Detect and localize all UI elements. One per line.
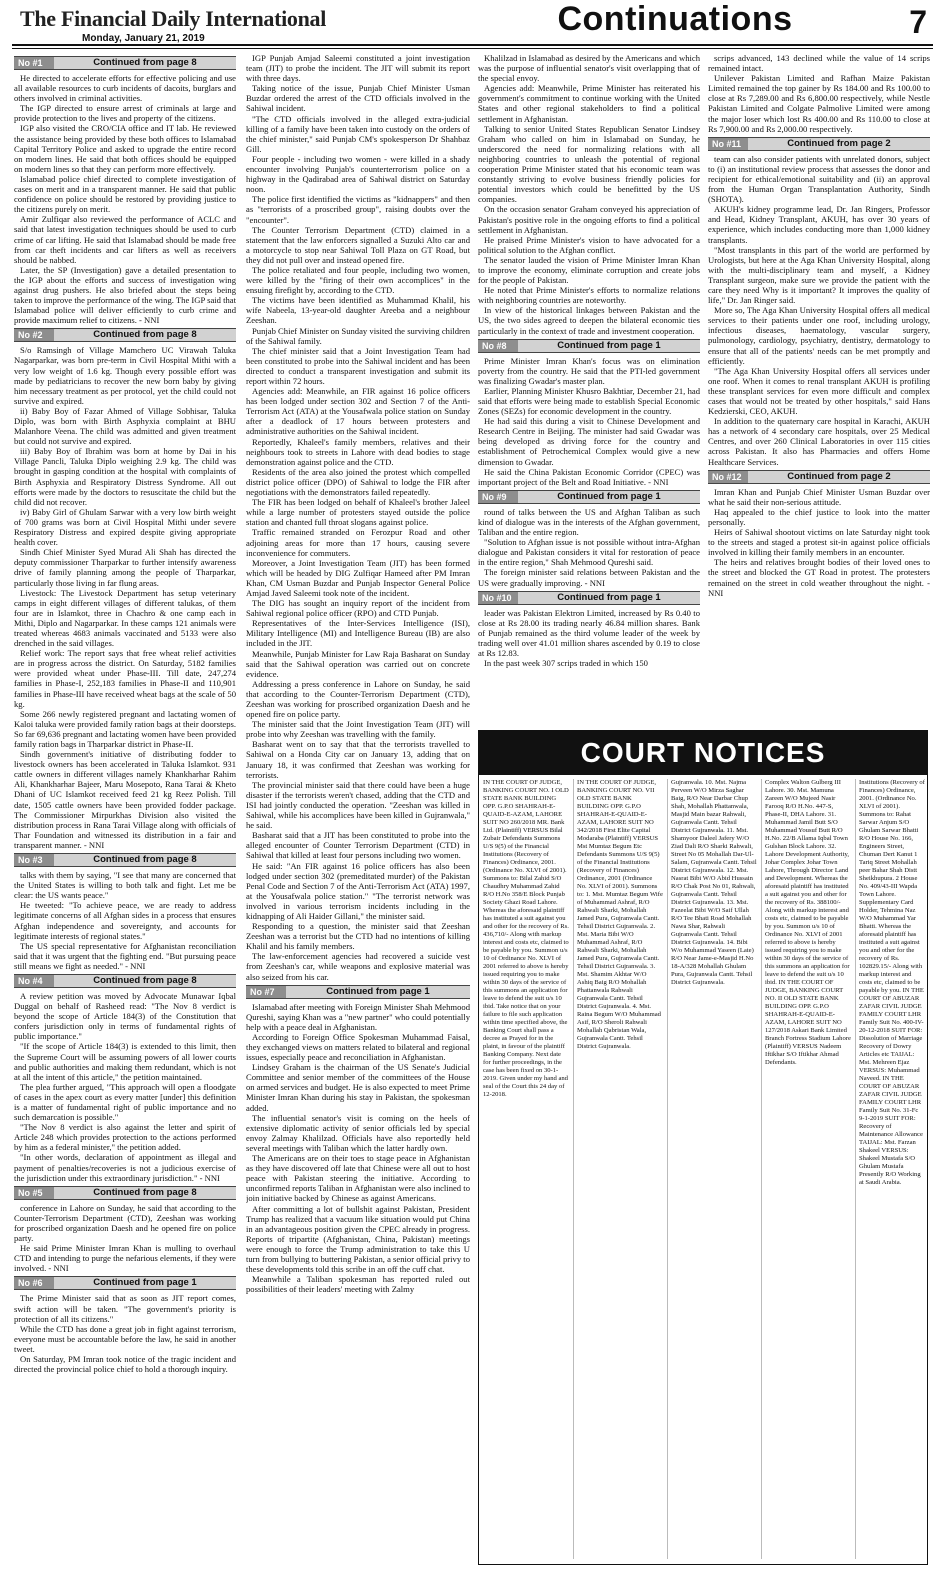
article-paragraph: He said Prime Minister Imran Khan is mulling to overhaul CTD and intending to purge the nefarious elements, if they were involved. - NNI: [14, 1243, 236, 1274]
article-paragraph: "Solution to Afghan issue is not possible without intra-Afghan dialogue and Pakistan considers it vital for restoration of peace in the entire region," Shah Mehmood Qureshi said.: [478, 537, 700, 568]
article-column-2: [246, 53, 470, 1568]
article-paragraph: Prime Minister Imran Khan's focus was on elimination poverty from the country. He said that the PTI-led government was finalizing Gwadar's master plan.: [478, 355, 700, 386]
article-paragraph: The US special representative for Afghanistan reconciliation said that it was urgent that the fighting end. "But pursuing peace still means we fight as needed." - NNI: [14, 940, 236, 971]
article-paragraph: AKUH's kidney programme lead, Dr. Jan Ringers, Professor and Head, Kidney Transplant, AKUH, has over 30 years of experience, which includes conducting more than 1,000 kidney transplants.: [708, 204, 930, 245]
article-paragraph: IGP also visited the CRO/CIA office and IT lab. He reviewed the assistance being provided by these both offices to Islamabad Capital Territory Police and asked to upgrade the entire record on modern lines. He said that both offices should be equipped on modern lines so that they can perform more effectively.: [14, 123, 236, 174]
continuation-number: No #9: [478, 491, 518, 503]
article-paragraph: Meanwhile, Punjab Minister for Law Raja Basharat on Sunday said that the Sahiwal operation was carried out on concrete evidence.: [246, 648, 470, 679]
article-paragraph: He noted that Prime Minister's efforts to normalize relations with neighboring countries are noteworthy.: [478, 285, 700, 306]
article-paragraph: S/o Ramsingh of Village Mamchero UC Virawah Taluka Nagarparkar, was born pre-term in Civil Hospital Mithi with a very low weight of 1.6 kg. Though every possible effort was made by pediatricians to recover the new born baby by giving him necessary treatment as per protocol, yet the child could not survive and expired.: [14, 345, 236, 406]
article-paragraph: The chief minister said that a Joint Investigation Team had been constituted to probe into the Sahiwal incident and has been directed to conduct a transparent investigation and submit its report within 72 hours.: [246, 345, 470, 386]
article-paragraph: The law-enforcement agencies had recovered a suicide vest from Zeeshan's car, while weapons and explosive material was also seized from his car.: [246, 951, 470, 982]
continuation-source: Continued from page 1: [326, 985, 430, 997]
article-paragraph: Representatives of the Inter-Services Intelligence (ISI), Military Intelligence (MI) and Intelligence Bureau (IB) are also included in the JIT.: [246, 618, 470, 649]
continuation-number: No #1: [14, 57, 54, 69]
continuation-header: [14, 1186, 236, 1200]
court-notice-text: IN THE COURT OF JUDGE, BANKING COURT NO. I OLD STATE BANK BUILDING OPP. G.P.O SHAHRAH-E-QUAID-E-AZAM, LAHORE SUIT NO 260/2018 MR. Bank Ltd. (Plaintiff) VERSUS Bilal Zubair Defendants Summons U/S 9(5) of the Financial Institutions (Recovery of Finances) Ordinance, 2001. (Ordinance No. XLVI of 2001). Summons to: Bilal Zahid S/O Chaudhry Muhammad Zahid R/O H.No 358/E Block Punjab Society Ghazi Road Lahore. Whereas the aforesaid plaintiff has instituted a suit against you and other for the recovery of Rs. 436,710/- Along with markup interest and costs etc, claimed to be payable by you. Summon u/s 10 of Ordinance No. XLVI of 2001 referred to above is hereby issued requiring you to make within 30 days of the service of this summons an application for leave to defend the suit u/s 10 ibid. Take notice that on your failure to file such application within time specified above, the Banking Court shall pass a decree as Prayed for in the plaint, in favour of the plaintiff Banking Company. Next date for further proceedings, in the case has been fixed on 30-1-2019. Given under my hand and seal of the Court this 24 day of 12-2018.: [483, 779, 569, 1098]
article-paragraph: "The Nov 8 verdict is also against the letter and spirit of Article 248 which provides protection to the actions performed by him as a federal minister," the petition added.: [14, 1122, 236, 1153]
article-paragraph: leader was Pakistan Elektron Limited, increased by Rs 0.40 to close at Rs 28.00 its trading nearly 46.84 million shares. Bank of Punjab remained as the third volume leader of the week by trading well over 41.01 million shares ascended by 0.19 to close at Rs 12.83.: [478, 607, 700, 658]
article-paragraph: conference in Lahore on Sunday, he said that according to the Counter-Terrorism Department (CTD), Zeeshan was working for proscribed organization Daesh and he opened fire on police party.: [14, 1202, 236, 1244]
court-notice-column: [765, 779, 851, 1561]
article-paragraph: The police retaliated and four people, including two women, were killed by the "firing of their own accomplices" in the ensuing firefight by, according to the CTD.: [246, 264, 470, 296]
article-paragraph: While the CTD has done a great job in fight against terrorism, everyone must be accountable before the law, he said in another tweet.: [14, 1323, 236, 1354]
court-notice-text: Gujranwala. 10. Mst. Najma Perveen W/O Mirza Saghar Baig, R/O Near Darbar Chup Shah, Mohallah Phattanwala, Masjid Main bazar Rahwali, Gujranwala Cantt. Tehsil District Gujranwala. 11. Mst. Shamyoor Daleel Jafery W/O Ziad Dali R/O Sharki Rahwali, Street No 05 Mohallah Dar-Ul-Salam, Gujranwala Cantt. Tehsil District Gujranwala. 12. Mst. Nasrat Bibi W/O Abid Hussain R/O Chak Post No 01, Rahwali, Gujranwala Cantt. Tehsil District Gujranwala. 13. Mst. Fazeelat Bibi W/O Saif Ullah R/O Tee Bhati Road Mohallah Nawa Shar, Rahwali Gujranwala Cantt. Tehsil District Gujranwala. 14. Bibi W/o Muhammad Yaseen (Late) R/O Near Jame-e-Masjid H.No 18-A/328 Mohallah Ghulam Pura, Gujranwala Cantt. Tehsil District Gujranwala.: [671, 779, 757, 986]
article-paragraph: He praised Prime Minister's vision to have advocated for a political solution to the Afghan conflict.: [478, 234, 700, 255]
article-paragraph: Talking to senior United States Republican Senator Lindsey Graham who called on him in Islamabad on Sunday, he underscored the need for normalizing relations with all neighboring countries to unleash the potential of regional cooperation Prime Minister stated that his economic team was constantly striving to evolve business friendly policies for potential investors which could be benefitted by the US companies.: [478, 123, 700, 205]
court-notices-box: [478, 730, 928, 1565]
article-paragraph: iv) Baby Girl of Ghulam Sarwar with a very low birth weight of 700 grams was born at Civil Hospital Mithi under severe Respiratory Distress and expired despite giving appropriate health cover.: [14, 506, 236, 548]
article-paragraph: Meanwhile a Taliban spokesman has reported ruled out possibilities of their leaders' meeting with Zalmy: [246, 1274, 470, 1295]
continuation-header: [478, 490, 700, 504]
article-paragraph: In the past week 307 scrips traded in which 150: [484, 658, 648, 669]
continuation-header: [14, 1276, 236, 1290]
article-paragraph: "The CTD officials involved in the alleged extra-judicial killing of a family have been taken into custody on the orders of the chief minister," said Punjab CM's spokesperson Dr Shahbaz Gill.: [246, 113, 470, 154]
article-paragraph: scrips advanced, 143 declined while the value of 14 scrips remained intact.: [708, 53, 930, 74]
article-paragraph: The provincial minister said that there could have been a huge disaster if the terrorists weren't chased, adding that the CTD and ISI had jointly conducted the operation. "Zeeshan was killed in Sahiwal, while his accomplices have been killed in Gujranwala," he said.: [246, 779, 470, 831]
article-paragraph: round of talks between the US and Afghan Taliban as such kind of dialogue was in the interests of the Afghan government, Taliban and the entire region.: [478, 506, 700, 538]
article-paragraph: Unilever Pakistan Limited and Rafhan Maize Pakistan Limited remained the top gainer by Rs 184.00 and Rs 100.00 to close at Rs 7,289.00 and Rs 6,800.00 respectively, while Nestle Pakistan Limited and Colgate Palmolive Limited were among the major loser which lost Rs 400.00 and Rs 110.00 to close at Rs 7,900.00 and Rs 2,000.00 respectively.: [708, 73, 930, 134]
continuation-header: [14, 974, 236, 988]
article-paragraph: Taking notice of the issue, Punjab Chief Minister Usman Buzdar ordered the arrest of the CTD officials involved in the Sahiwal incident.: [246, 83, 470, 114]
issue-date: Monday, January 21, 2019: [82, 33, 205, 44]
article-paragraph: Sindh Chief Minister Syed Murad Ali Shah has directed the deputy commissioner Tharparkar to further intensify awareness drive of family planning among the people of Tharparkar, particularly those living in far flung areas.: [14, 547, 236, 588]
article-paragraph: Moreover, a Joint Investigation Team (JIT) has been formed which will be headed by DIG Zulfiqar Hameed after PM Imran Khan, CM Usman Buzdar and Punjab Inspector General Police Amjad Javed Saleemi took note of the incident.: [246, 557, 470, 598]
court-notice-text: IN THE COURT OF JUDGE, BANKING COURT NO. VII OLD STATE BANK BUILDING OPP. G.P.O SHAHRAH-E-QUAID-E-AZAM, LAHORE SUIT NO 342/2018 First Elite Capital Modaraba (Plaintiff) VERSUS Mst Mumtaz Begum Etc Defendants Summons U/S 9(5) of the Financial Institutions (Recovery of Finances) Ordinance, 2001 (Ordinance No. XLVI of 2001). Summons to: 1. Mst. Mumtaz Begum Wife of Muhammad Ashraf, R/O Rahwali Sharki, Mohallah Jamed Pura, Gujranwala Cantt. Tehsil District Gujranwala. 2. Mst. Maria Bibi W/O Muhammad Ashraf, R/O Rahwali Sharki, Mohallah Jamed Pura, Gujranwala Cantt. Tehsil District Gujranwala. 3. Mst. Shamim Akhtar W/O Ashiq Baig R/O Mohallah Phattanwala Rahwali Gujranwala Cantt. Tehsil District Gujranwala. 4. Mst. Raina Begum W/O Muhammad Asif, R/O Sheroli Rahwali Mohallah Qabristan Wala, Gujranwala Cantt. Tehsil District Gujranwala.: [577, 779, 663, 1050]
masthead-rule-thin: [12, 48, 933, 49]
continuation-number: No #6: [14, 1277, 54, 1289]
article-paragraph: He said the China Pakistan Economic Corridor (CPEC) was important project of the Belt and Road Initiative. - NNI: [478, 466, 700, 487]
article-paragraph: The Counter Terrorism Department (CTD) claimed in a statement that the law enforcers signalled a Suzuki Alto car and a motorcycle to stop near Sahiwal Toll Plaza on GT Road, but they did not pull over and instead opened fire.: [246, 224, 470, 265]
page-number: 7: [909, 4, 927, 40]
continuation-source: Continued from page 8: [93, 974, 197, 986]
continuation-header: [246, 985, 470, 999]
section-title: Continuations: [557, 0, 793, 38]
article-paragraph: team can also consider patients with unrelated donors, subject to (i) an institutional review process that assesses the donor and recipient for ethical/emotional suitability and (ii) an approval from the Human Organ Transplantation Authority, Sindh (SHOTA).: [708, 153, 930, 205]
article-paragraph: Agencies add: Meanwhile, Prime Minister has reiterated his government's commitment to continue working with the United States and other regional stakeholders to find a political settlement in Afghanistan.: [478, 83, 700, 124]
article-paragraph: In view of the historical linkages between Pakistan and the US, the two sides agreed to deepen the bilateral economic ties particularly in the context of trade and investment cooperation.: [478, 305, 700, 336]
article-column-3: [478, 53, 700, 727]
article-paragraph: Four people - including two women - were killed in a shady encounter involving Punjab's counterterrorism police on a highway in the Qadirabad area of Sahiwal district on Saturday noon.: [246, 153, 470, 195]
continuation-header: [708, 137, 930, 151]
continuation-number: No #12: [708, 471, 748, 483]
article-paragraph: According to Foreign Office Spokesman Muhammad Faisal, they exchanged views on matters related to bilateral and regional issues, especially peace and reconciliation in Afghanistan.: [246, 1031, 470, 1063]
article-paragraph: The influential senator's visit is coming on the heels of extensive diplomatic activity of senior officials led by special envoy Zalmay Khalilzad. Officials have also reportedly held several meetings with Taliban which the latter hardly own.: [246, 1112, 470, 1153]
continuation-source: Continued from page 8: [93, 1186, 197, 1198]
article-paragraph: The DIG has sought an inquiry report of the incident from Sahiwal regional police officer (RPO) and CTD Punjab.: [246, 598, 470, 619]
article-paragraph: The plea further argued, "This approach will open a floodgate of cases in the apex court as every matter [under] this definition is a matter of fundamental right of public importance and no such demarcation is possible.": [14, 1081, 236, 1123]
continuation-header: [14, 853, 236, 867]
article-paragraph: Responding to a question, the minister said that Zeeshan Zeeshan was a terrorist but the CTD had no intentions of killing Khalil and his family members.: [246, 921, 470, 952]
court-notice-text: Institutions (Recovery of Finances) Ordinance, 2001. (Ordinance No. XLVI of 2001). Summons to: Rahat Sarwar Anjum S/O Ghulam Sarwar Bhatti R/O House No. 166, Engineers Street, Chuman Dert Kanut 1 Tariq Street Mohallah peer Bahar Shah Distt Sheikhupura. 2 House No. 409/43-III Wapda Town Lahore. Supplementary Card Holder, Tehmina Naz W/O Muhammad Yar Bhatti. Whereas the aforesaid plaintiff has instituted a suit against you and other for the recovery of Rs. 102829.15/- Along with markup interest and costs etc, claimed to be payable by you. IN THE COURT OF ABUZAR ZAFAR CIVIL JUDGE FAMILY COURT LHR Family Suit No. 400-IV-20-12-2018 SUIT FOR: Dissolution of Marriage Recovery of Dowry Articles etc TAIJAL: Mst. Mehreen Ejaz VERSUS: Muhammad Naveed. IN THE COURT OF ABUZAR ZAFAR CIVIL JUDGE FAMILY COURT LHR Family Suit No. 31-Fc 9-1-2019 SUIT FOR: Recovery of Maintenance Allowance TAIJAL: Mst. Farzan Shakeel VERSUS: Shakeel Mustafa S/O Ghulam Mustafa Presently R/O Working at Saudi Arabia.: [859, 779, 925, 1186]
continuation-source: Continued from page 8: [93, 853, 197, 865]
article-paragraph: Relief work: The report says that free wheat relief activities are in progress across the district. On Saturday, 5182 families were provided wheat under Phase-III. Till date, 247,274 families in Phase-I, 252,183 families in Phase-II and 110,901 families in Phase-III have received wheat bags at the scale of 50 kg.: [14, 648, 236, 709]
article-paragraph: "In other words, declaration of appointment as illegal and payment of penalties/recoveries is not a judicious exercise of the jurisdiction under this extraordinary jurisdiction." - NNI: [14, 1152, 236, 1183]
article-paragraph: On the occasion senator Graham conveyed his appreciation of Pakistan's positive role in the ongoing efforts to find a political settlement in Afghanistan.: [478, 204, 700, 235]
article-paragraph: Residents of the area also joined the protest which compelled district police officer (DPO) of Sahiwal to lodge the FIR after negotiations with the demonstrators failed repeatedly.: [246, 466, 470, 498]
continuation-number: No #7: [246, 986, 286, 998]
article-paragraph: A review petition was moved by Advocate Munawar Iqbal Duggal on behalf of Rasheed read: "The Nov 8 verdict is beyond the scope of Article 184(3) of the Constitution that confers jurisdiction only in terms of fundamental rights of public importance.": [14, 990, 236, 1042]
continuation-source: Continued from page 1: [557, 591, 661, 603]
article-paragraph: Haq appealed to the chief justice to look into the matter personally.: [708, 506, 930, 527]
article-paragraph: The Americans are on their toes to stage peace in Afghanistan as they have discovered off late that Chinese were all out to host peace with Pakistan steering the initiative. According to unconfirmed reports Taliban in Afghanistan were also inclined to join initiative backed by Chinese as against Americans.: [246, 1153, 470, 1204]
article-paragraph: The Prime Minister said that as soon as JIT report comes, swift action will be taken. "The government's priority is protection of all its citizens.": [14, 1293, 236, 1324]
court-notice-text: Complex Walton Gulberg III Lahore. 30. Mst. Mamuna Zareen W/O Mujeed Nasir Farooq R/O H.No. 447-S, Phase-II, DHA Lahore. 31. Muhammad Jamil Butt S/O Muhammad Yousuf Butt R/O H.No. 22/B Allama Iqbal Town Gulshan Block Lahore. 32. Lahore Development Authority, Johar Complex Johar Town Lahore, Through Director Land and Development. Whereas the aforesaid plaintiff has instituted a suit against you and other for the recovery of Rs. 388100/- Along with markup interest and costs etc, claimed to be payable by you. Summon u/s 10 of Ordinance No. XLVI of 2001 referred to above is hereby issued requiring you to make within 30 days of the service of this summons an application for leave to defend the suit u/s 10 ibid. IN THE COURT OF JUDGE, BANKING COURT NO. II OLD STATE BANK BUILDING OPP. G.P.O SHAHRAH-E-QUAID-E-AZAM, LAHORE SUIT NO 127/2018 Askari Bank Limited Branch Fortress Stadium Lahore (Plaintiff) VERSUS Nadeem Iftikhar S/O Iftikhar Ahmad Defendants.: [765, 779, 851, 1066]
article-paragraph: Basharat said that a JIT has been constituted to probe into the alleged encounter of Counter Terrorism Department (CTD) in Sahiwal that killed at least four persons including two women.: [246, 830, 470, 861]
article-paragraph: The police first identified the victims as "kidnappers" and then as "terrorists of a proscribed group", raising doubts over the "encounter".: [246, 194, 470, 225]
article-paragraph: Agencies add: Meanwhile, an FIR against 16 police officers has been lodged under section 302 and Section 7 of the Anti-Terrorism Act (ATA) at the Yousafwala police station on Sunday after a deadlock of 17 hours between protesters and administrative authorities on the Sahiwal incident.: [246, 386, 470, 437]
article-paragraph: After committing a lot of bullshit against Pakistan, President Trump has realized that a vacuum like situation would put China in an advantageous position given the CPEC already in progress. Reports of tripartite (Afghanistan, China, Pakistan) meetings were enough to force the Trump administration to take this U turn from bullying to buttering Pakistan, a senior official privy to these developments told this scribe in an off the cuff chat.: [246, 1203, 470, 1275]
article-paragraph: He had said this during a visit to Chinese Development and Research Centre in Beijing. The minister had said Gwadar was being developed as driving force for the country and establishment of Petrochemical Complex would give a new dimension to Gwadar.: [478, 416, 700, 467]
article-paragraph: Islamabad after meeting with Foreign Minister Shah Mehmood Qureshi, saying Khan was a "new partner" who could potentially help with a peace deal in Afghanistan.: [246, 1001, 470, 1032]
article-paragraph: Amir Zulfiqar also reviewed the performance of ACLC and said that latest investigation techniques should be used to curb crime of car lifting. He said that Islamabad should be made free from car theft incidents and car lifters as well as receivers should be nabbed.: [14, 214, 236, 265]
court-notices-title: COURT NOTICES: [479, 731, 927, 775]
article-paragraph: ii) Baby Boy of Fazar Ahmed of Village Sobhisar, Taluka Diplo, was born with Birth Asphyxia complaint at BHU Malanhore Veena. The child was admitted and given treatment but could not survive and expired.: [14, 405, 236, 447]
article-paragraph: The IGP directed to ensure arrest of criminals at large and provide protection to the lives and property of the citizens.: [14, 103, 236, 124]
continuation-source: Continued from page 1: [93, 1277, 197, 1289]
continuation-number: No #8: [478, 340, 518, 352]
article-paragraph: The victims have been identified as Muhammad Khalil, his wife Nabeela, 13-year-old daughter Areeba and a neighbour Zeeshan.: [246, 295, 470, 326]
column-divider: [761, 779, 762, 1559]
continuation-header: [14, 328, 236, 342]
continuation-header: [14, 56, 236, 70]
article-paragraph: He said: "An FIR against 16 police officers has also been lodged under section 302 (premeditated murder) of the Pakistan Penal Code and Section 7 of the Anti-Terrorism Act (ATA) 1997, at the Yousafwala police station." "The terrorist network was involved in various terrorism incidents including in the kidnapping of Ali Haider Gillani," the minister said.: [246, 860, 470, 921]
article-paragraph: The foreign minister said relations between Pakistan and the US were gradually improving. - NNI: [478, 567, 700, 588]
article-paragraph: Later, the SP (Investigation) gave a detailed presentation to the IGP about the efforts and success of investigation wing against drug pushers. He also briefed about the steps being taken to improve the performance of the wing. The IGP said that Islamabad police will deliver efficiently to curb crime and provide maximum relief to citizens. - NNI: [14, 264, 236, 326]
article-paragraph: Khalilzad in Islamabad as desired by the Americans and which was the purpose of influential senator's visit overlapping that of the special envoy.: [478, 53, 700, 84]
article-paragraph: talks with them by saying, "I see that many are concerned that the United States is willing to both talk and fight. Let me be clear: the US wants peace.": [14, 870, 236, 901]
article-paragraph: The FIR has been lodged on behalf of Khaleel's brother Jaleel while a large number of protesters stayed outside the police station and chanted full throat slogans against police.: [246, 497, 470, 528]
article-paragraph: Punjab Chief Minister on Sunday visited the surviving children of the Sahiwal family.: [246, 325, 470, 346]
article-paragraph: Heirs of Sahiwal shootout victims on late Saturday night took to the streets and staged a protest sit-in against police officials involved in killing their family members in an encounter.: [708, 527, 930, 558]
column-divider: [573, 779, 574, 1559]
court-notice-column: [577, 779, 663, 1561]
article-paragraph: Sindh government's initiative of distributing fodder to livestock owners has been accelerated in Taluka Islamkot. 931 cattle owners in different villages namely Khankharhar Rahim Ali, Khankharhar Bajeer, Maru Mosepoto, Rana Tarai & Kheto Dhani of UC Islamkot received feed 21 kg Reez Polish. Till date, 1505 cattle owners have been provided fodder package. The Commissioner Mirpurkhas Division also visited the distribution process in Rana Tarai Village along with officials of Thar Foundation and witnessed its distribution in a fair and transparent manner. - NNI: [14, 749, 236, 850]
article-paragraph: iii) Baby Boy of Ibrahim was born at home by Dai in his Village Pancli, Taluka Diplo weighing 2.9 kg. The child was brought in gasping condition at the hospital with complaints of Birth Asphyxia and Respiratory Distress Syndrome. All out efforts were made by the doctors to resuscitate the child but the child did not recover.: [14, 446, 236, 507]
article-paragraph: "Most transplants in this part of the world are performed by Urologists, but here at the Aga Khan University Hospital, along with the multi-disciplinary team and myself, a Kidney Transplant surgeon, make sure we provide the patient with the care they need Why is it important? It improves the quality of life," Dr. Jan Ringer said.: [708, 244, 930, 306]
article-paragraph: More so, The Aga Khan University Hospital offers all medical services to their patients under one roof, including urology, infectious diseases, haematology, vascular surgery, pulmonology, cardiology, psychiatry, dentistry, dermatology to ensure that all of the patients' needs can be met promptly and efficiently.: [708, 305, 930, 366]
article-paragraph: Basharat went on to say that that the terrorists travelled to Sahiwal on a Honda City car on January 13, adding that on January 18, it was confirmed that Zeeshan was working for terrorists.: [246, 739, 470, 780]
article-paragraph: Addressing a press conference in Lahore on Sunday, he said that according to the Counter-Terrorism Department (CTD), Zeeshan was working for proscribed organization Daesh and he opened fire on police party.: [246, 678, 470, 720]
article-paragraph: He tweeted: "To achieve peace, we are ready to address legitimate concerns of all Afghan sides in a process that ensures Afghan independence and sovereignty, and accounts for legitimate interests of regional states.": [14, 900, 236, 941]
article-paragraph: Islamabad police chief directed to complete investigation of cases on merit and in a transparent manner. He said that public confidence on police should be restored by providing justice to the citizens purely on merit.: [14, 173, 236, 215]
article-paragraph: Traffic remained stranded on Ferozpur Road and other adjoining areas for more than 17 hours, causing severe inconvenience for commuters.: [246, 527, 470, 558]
column-divider: [667, 779, 668, 1559]
court-notice-column: [483, 779, 569, 1561]
continuation-source: Continued from page 2: [787, 137, 891, 149]
article-paragraph: Reportedly, Khaleel's family members, relatives and their neighbours took to streets in Lahore with dead bodies to stage demonstration against police and the CTD.: [246, 436, 470, 467]
article-paragraph: Livestock: The Livestock Department has setup veterinary camps in eight different villages of different talukas, of them four are in Islamkot, three in Chachro & one camp each in Mithi, Diplo and Nagarparkar. In these camps 121 animals were treated whereas 4683 animals vaccinated and 5133 were also drenched in the said villages.: [14, 587, 236, 649]
article-paragraph: Some 266 newly registered pregnant and lactating women of Kaloi taluka were provided family ration bags at their doorsteps. So far 69,636 pregnant and lactating women have been provided family ration bags in Tharparkar district in Phase-II.: [14, 708, 236, 749]
article-paragraph: Lindsey Graham is the chairman of the US Senate's Judicial Committee and senior member of the committees of the House on armed services and budget. He is also expected to meet Prime Minister Imran Khan during his stay in Pakistan, the spokesman added.: [246, 1062, 470, 1113]
article-paragraph: "If the scope of Article 184(3) is extended to this limit, then the Supreme Court will be assuming powers of all lower courts and public authorities and making them redundant, which is not at all the intent of this article," the petition maintained.: [14, 1041, 236, 1082]
article-column-1: [14, 53, 236, 1568]
article-column-4: [708, 53, 930, 727]
article-paragraph: The senator lauded the vision of Prime Minister Imran Khan to improve the economy, eliminate corruption and create jobs for the people of Pakistan.: [478, 254, 700, 286]
continuation-number: No #11: [708, 138, 748, 150]
article-paragraph: In addition to the quaternary care hospital in Karachi, AKUH has a network of 4 secondary care hospitals, over 25 Medical Centres, and over 260 Clinical Laboratories in over 115 cities across Pakistan. It also has Pharmacies and offers Home Healthcare Services.: [708, 416, 930, 467]
article-paragraph: "The Aga Khan University Hospital offers all services under one roof. When it comes to renal transplant AKUH is profiling these transplant services for even more difficult and complex cases that would not be treated by other hospitals," said Hans Kedzierski, CEO, AKUH.: [708, 365, 930, 417]
court-notice-column: [671, 779, 757, 1561]
continuation-number: No #3: [14, 854, 54, 866]
masthead-rule: [12, 44, 933, 46]
continuation-source: Continued from page 1: [557, 339, 661, 351]
column-divider: [855, 779, 856, 1559]
continuation-number: No #2: [14, 329, 54, 341]
court-notice-column: [859, 779, 925, 1561]
continuation-header: [478, 591, 700, 605]
continuation-number: No #4: [14, 975, 54, 987]
article-paragraph: The heirs and relatives brought bodies of their loved ones to the street and blocked the GT Road in protest. The protesters remained on the street in cold weather throughout the night. - NNI: [708, 557, 930, 598]
newspaper-name: The Financial Daily International: [20, 6, 327, 31]
continuation-number: No #5: [14, 1187, 54, 1199]
article-paragraph: The minister said that the Joint Investigation Team (JIT) will probe into why Zeeshan was travelling with the family.: [246, 719, 470, 740]
continuation-header: [478, 339, 700, 353]
article-paragraph: He directed to accelerate efforts for effective policing and use all available resources to curb incidents of dacoits, burglars and others involved in criminal activities.: [14, 73, 236, 104]
article-paragraph: Imran Khan and Punjab Chief Minister Usman Buzdar over what he said their non-serious attitude.: [708, 486, 930, 507]
continuation-source: Continued from page 2: [787, 470, 891, 482]
continuation-source: Continued from page 8: [93, 329, 197, 341]
article-paragraph: IGP Punjab Amjad Saleemi constituted a joint investigation team (JIT) to probe the incident. The JIT will submit its report with three days.: [246, 53, 470, 84]
continuation-header: [708, 470, 930, 484]
continuation-source: Continued from page 8: [93, 56, 197, 68]
article-paragraph: On Saturday, PM Imran took notice of the tragic incident and directed the provincial police chief to hold a thorough inquiry.: [14, 1353, 236, 1375]
continuation-number: No #10: [478, 592, 518, 604]
article-paragraph: Earlier, Planning Minister Khusro Bakhtiar, December 21, had said that efforts were being made to establish Special Economic Zones (SEZs) for economic development in the country.: [478, 385, 700, 417]
continuation-source: Continued from page 1: [557, 490, 661, 502]
